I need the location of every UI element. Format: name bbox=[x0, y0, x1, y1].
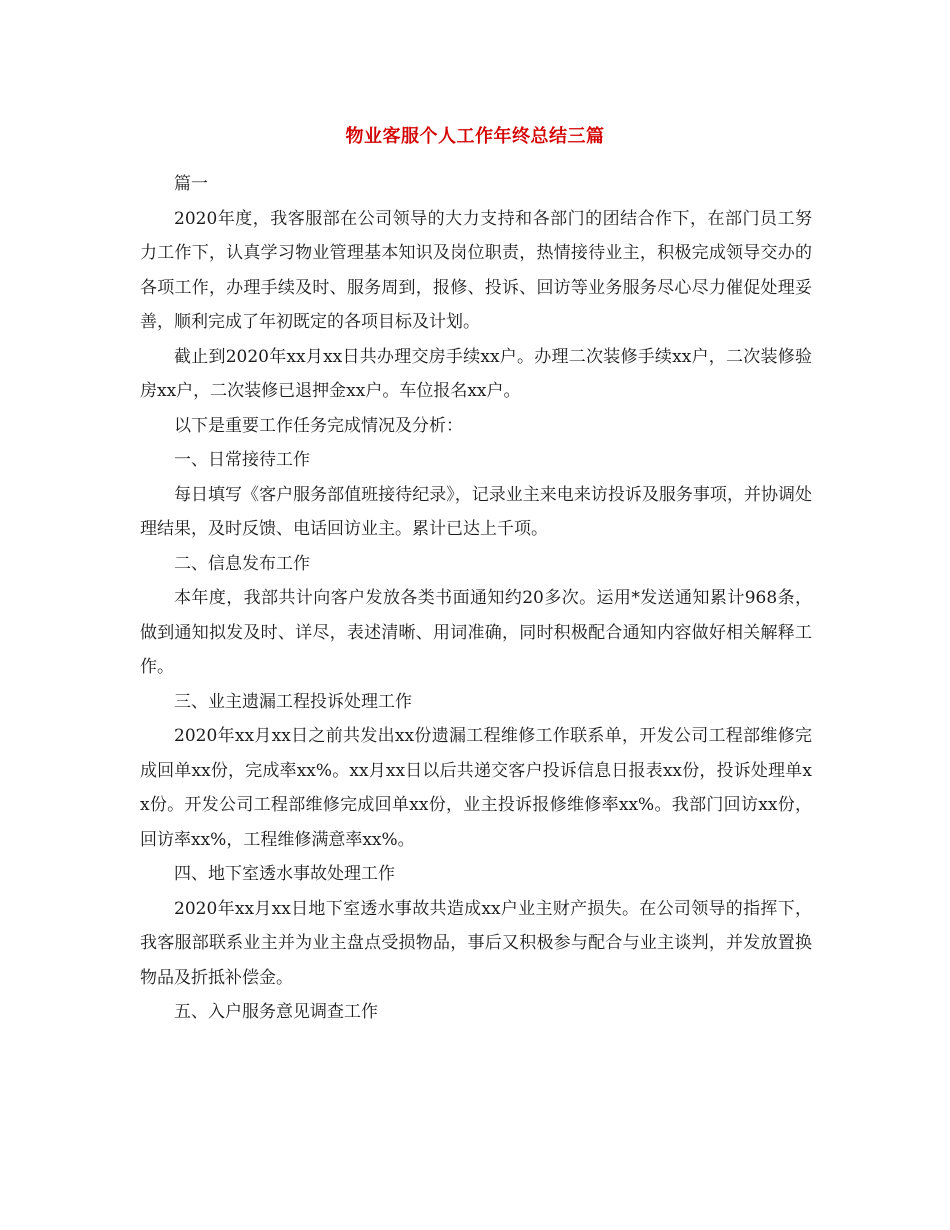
document-body bbox=[140, 167, 812, 1030]
section-heading: 一、日常接待工作 bbox=[174, 450, 310, 470]
section-heading: 四、地下室透水事故处理工作 bbox=[174, 864, 395, 884]
section-heading: 三、业主遗漏工程投诉处理工作 bbox=[174, 691, 412, 712]
section-heading: 五、入户服务意见调查工作 bbox=[174, 1002, 378, 1022]
section-label: 篇一 bbox=[174, 174, 208, 194]
paragraph: 2020年xx月xx日之前共发出xx份遗漏工程维修工作联系单，开发公司工程部维修完成回单xx份，完成率xx%。xx月xx日以后共递交客户投诉信息日报表xx份，投诉处理单xx份。开发公司工程部维修完成回单xx份，业主投诉报修维修率xx%。我部门回访xx份，回访率xx%，工程维修满意率xx%。 bbox=[140, 726, 812, 850]
section-heading: 二、信息发布工作 bbox=[174, 553, 310, 574]
paragraph: 每日填写《客户服务部值班接待纪录》，记录业主来电来访投诉及服务事项，并协调处理结果，及时反馈、电话回访业主。累计已达上千项。 bbox=[140, 484, 812, 539]
paragraph: 截止到2020年xx月xx日共办理交房手续xx户。办理二次装修手续xx户，二次装修验房xx户，二次装修已退押金xx户。车位报名xx户。 bbox=[140, 346, 812, 401]
paragraph: 2020年xx月xx日地下室透水事故共造成xx户业主财产损失。在公司领导的指挥下，我客服部联系业主并为业主盘点受损物品，事后又积极参与配合与业主谈判，并发放置换物品及折抵补偿金。 bbox=[140, 898, 812, 988]
paragraph: 本年度，我部共计向客户发放各类书面通知约20多次。运用*发送通知累计968条，做到通知拟发及时、详尽，表述清晰、用词准确，同时积极配合通知内容做好相关解释工作。 bbox=[140, 588, 812, 677]
document-title: 物业客服个人工作年终总结三篇 bbox=[345, 126, 605, 147]
paragraph: 2020年度，我客服部在公司领导的大力支持和各部门的团结合作下，在部门员工努力工作下，认真学习物业管理基本知识及岗位职责，热情接待业主，积极完成领导交办的各项工作，办理手续及时、服务周到，报修、投诉、回访等业务服务尽心尽力催促处理妥善，顺利完成了年初既定的各项目标及计划。 bbox=[140, 208, 812, 332]
paragraph: 以下是重要工作任务完成情况及分析： bbox=[174, 415, 463, 436]
